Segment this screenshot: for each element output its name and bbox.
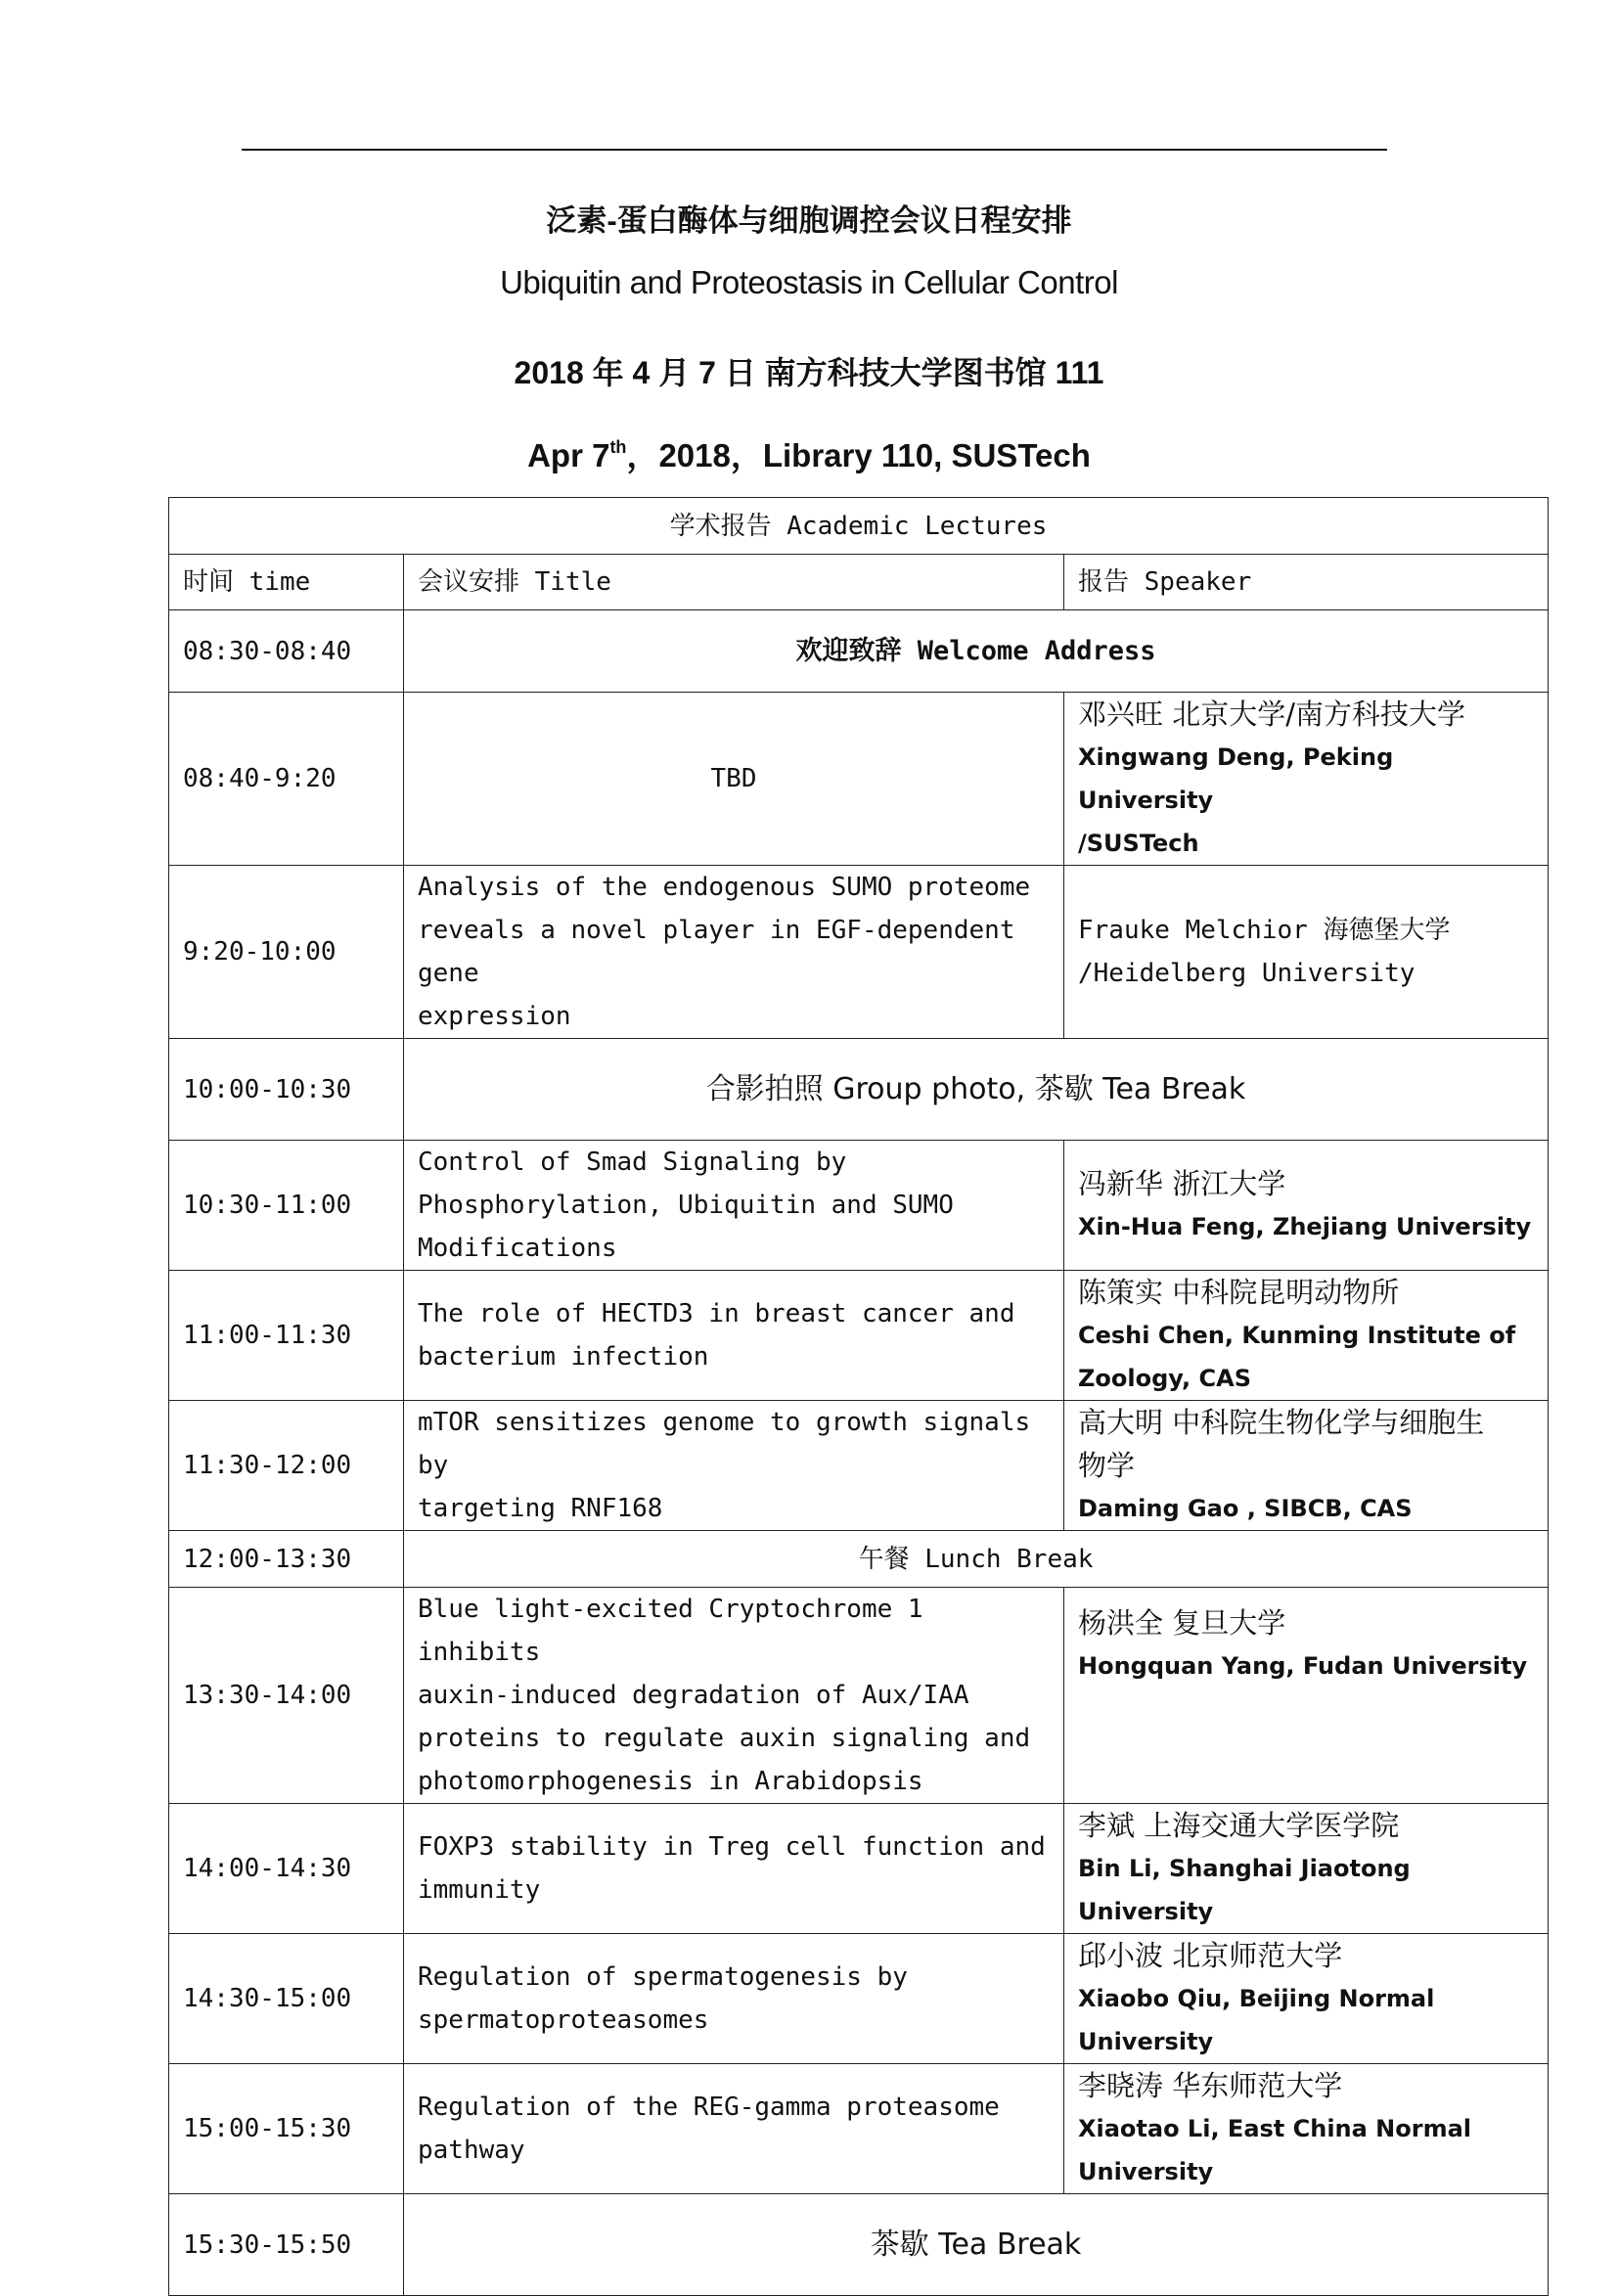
- col-speaker-header: 报告 Speaker: [1064, 555, 1549, 610]
- title-line: expression: [418, 1002, 571, 1031]
- speaker-name-en: Xiaotao Li, East China Normal: [1078, 2115, 1472, 2142]
- speaker-name-cn: 高大明 中科院生物化学与细胞生: [1078, 1406, 1485, 1439]
- speaker-name-cn: 邱小波 北京师范大学: [1078, 1939, 1343, 1972]
- title-line: pathway: [418, 2136, 525, 2165]
- title-line: FOXP3 stability in Treg cell function and: [418, 1832, 1046, 1862]
- table-row: [169, 693, 1549, 866]
- speaker-cell: [1064, 866, 1549, 1039]
- title-line: photomorphogenesis in Arabidopsis: [418, 1767, 923, 1796]
- header-row: [169, 555, 1549, 610]
- title-line: Control of Smad Signaling by: [418, 1148, 847, 1177]
- speaker-cell: [1064, 2064, 1549, 2194]
- title-line: The role of HECTD3 in breast cancer and: [418, 1299, 1015, 1328]
- date-venue-chinese: 2018 年 4 月 7 日 南方科技大学图书馆 111: [514, 355, 1104, 390]
- date-en-sup: th: [609, 437, 627, 457]
- speaker-name-en: Xiaobo Qiu, Beijing Normal University: [1078, 1985, 1435, 2055]
- speaker-name-en: University: [1078, 2158, 1214, 2185]
- speaker-name-cn: 物学: [1078, 1449, 1136, 1482]
- title-cell: [404, 866, 1064, 1039]
- time-cell: 14:00-14:30: [169, 1804, 404, 1934]
- speaker-name-en: Daming Gao , SIBCB, CAS: [1078, 1495, 1413, 1522]
- section-title: 学术报告 Academic Lectures: [169, 498, 1549, 555]
- date-venue-english: [0, 430, 1618, 476]
- speaker-name-cn: 杨洪全 复旦大学: [1078, 1606, 1286, 1640]
- title-line: immunity: [418, 1875, 541, 1905]
- speaker-name-en: Xin-Hua Feng, Zhejiang University: [1078, 1213, 1532, 1240]
- speaker-cell: [1064, 693, 1549, 866]
- table-row: [169, 1039, 1549, 1141]
- title-cell: [404, 1934, 1064, 2064]
- title-line: Blue light-excited Cryptochrome 1 inhibits: [418, 1595, 923, 1667]
- speaker-name-cn: 李斌 上海交通大学医学院: [1078, 1809, 1400, 1842]
- title-line: Regulation of spermatogenesis by: [418, 1962, 908, 1992]
- speaker-line: Frauke Melchior 海德堡大学: [1078, 916, 1451, 945]
- title-line: bacterium infection: [418, 1342, 709, 1372]
- title-english: Ubiquitin and Proteostasis in Cellular Control: [500, 264, 1118, 300]
- speaker-name-en: Bin Li, Shanghai Jiaotong University: [1078, 1855, 1411, 1925]
- session-label: 欢迎致辞 Welcome Address: [795, 636, 1156, 666]
- session-cell: [404, 610, 1549, 693]
- title-line: reveals a novel player in EGF-dependent gene: [418, 916, 1015, 988]
- session-cell: 合影拍照 Group photo, 茶歇 Tea Break: [404, 1039, 1549, 1141]
- table-row: [169, 1531, 1549, 1588]
- title-line: Phosphorylation, Ubiquitin and SUMO: [418, 1191, 954, 1220]
- date-en-post: ，2018，Library 110, SUSTech: [626, 437, 1091, 473]
- title-cell: [404, 1271, 1064, 1401]
- speaker-name-en: Ceshi Chen, Kunming Institute of: [1078, 1322, 1516, 1349]
- time-cell: 11:30-12:00: [169, 1401, 404, 1531]
- col-title-header: 会议安排 Title: [404, 555, 1064, 610]
- speaker-cell: [1064, 1401, 1549, 1531]
- speaker-cell: [1064, 1588, 1549, 1804]
- col-time-header: 时间 time: [169, 555, 404, 610]
- table-row: [169, 2064, 1549, 2194]
- table-row: [169, 1934, 1549, 2064]
- time-cell: 10:30-11:00: [169, 1141, 404, 1271]
- title-cell: [404, 1804, 1064, 1934]
- title-line: auxin-induced degradation of Aux/IAA: [418, 1681, 969, 1710]
- title-cell: [404, 1588, 1064, 1804]
- speaker-name-en: Zoology, CAS: [1078, 1365, 1251, 1392]
- table-row: [169, 1271, 1549, 1401]
- title-cell: [404, 2064, 1064, 2194]
- title-line: Modifications: [418, 1234, 617, 1263]
- title-chinese: 泛素-蛋白酶体与细胞调控会议日程安排: [546, 203, 1072, 238]
- header-rule: [242, 149, 1387, 151]
- schedule-table: [168, 497, 1549, 2296]
- time-cell: 9:20-10:00: [169, 866, 404, 1039]
- time-cell: 15:30-15:50: [169, 2194, 404, 2296]
- session-cell: 茶歇 Tea Break: [404, 2194, 1549, 2296]
- table-row: [169, 1804, 1549, 1934]
- session-cell: 午餐 Lunch Break: [404, 1531, 1549, 1588]
- time-cell: 14:30-15:00: [169, 1934, 404, 2064]
- time-cell: 10:00-10:30: [169, 1039, 404, 1141]
- speaker-cell: [1064, 1934, 1549, 2064]
- speaker-name-cn: 邓兴旺 北京大学/南方科技大学: [1078, 698, 1465, 731]
- title-line: spermatoproteasomes: [418, 2005, 709, 2035]
- time-cell: 11:00-11:30: [169, 1271, 404, 1401]
- speaker-cell: [1064, 1804, 1549, 1934]
- speaker-name-en: Xingwang Deng, Peking University: [1078, 743, 1394, 814]
- table-row: [169, 1588, 1549, 1804]
- time-cell: 08:40-9:20: [169, 693, 404, 866]
- table-row: [169, 866, 1549, 1039]
- speaker-name-cn: 陈策实 中科院昆明动物所: [1078, 1276, 1400, 1309]
- table-row: [169, 1401, 1549, 1531]
- speaker-name-en: /SUSTech: [1078, 830, 1199, 857]
- date-en-pre: Apr 7: [527, 437, 610, 473]
- speaker-cell: [1064, 1271, 1549, 1401]
- table-row: [169, 1141, 1549, 1271]
- title-line: proteins to regulate auxin signaling and: [418, 1724, 1031, 1753]
- time-cell: 08:30-08:40: [169, 610, 404, 693]
- speaker-cell: [1064, 1141, 1549, 1271]
- speaker-line: /Heidelberg University: [1078, 959, 1416, 988]
- time-cell: 13:30-14:00: [169, 1588, 404, 1804]
- speaker-name-cn: 冯新华 浙江大学: [1078, 1167, 1286, 1200]
- time-cell: 12:00-13:30: [169, 1531, 404, 1588]
- table-row: [169, 610, 1549, 693]
- time-cell: 15:00-15:30: [169, 2064, 404, 2194]
- title-cell: TBD: [404, 693, 1064, 866]
- title-line: Analysis of the endogenous SUMO proteome: [418, 873, 1031, 902]
- title-cell: [404, 1141, 1064, 1271]
- table-row: [169, 2194, 1549, 2296]
- title-line: targeting RNF168: [418, 1494, 663, 1523]
- title-cell: [404, 1401, 1064, 1531]
- section-row: [169, 498, 1549, 555]
- title-line: Regulation of the REG-gamma proteasome: [418, 2093, 1000, 2122]
- speaker-name-en: Hongquan Yang, Fudan University: [1078, 1652, 1528, 1680]
- speaker-name-cn: 李晓涛 华东师范大学: [1078, 2069, 1343, 2102]
- title-line: mTOR sensitizes genome to growth signals by: [418, 1408, 1031, 1480]
